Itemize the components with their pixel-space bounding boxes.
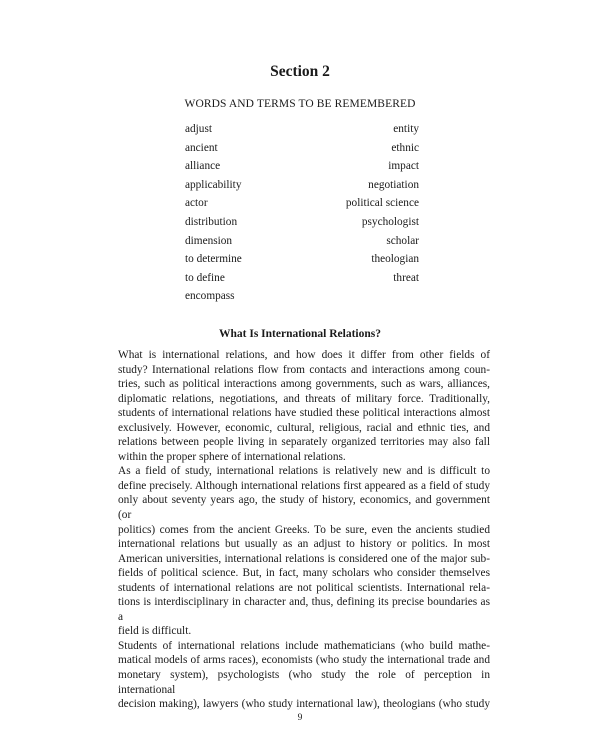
text-line: diplomatic relations, negotiations, and threats of military force. Traditionally, — [118, 392, 490, 405]
text-line: What is international relations, and how does it differ from other fields of — [118, 349, 490, 361]
text-line: politics) comes from the ancient Greeks. To be sure, even the ancients studied — [118, 523, 490, 536]
text-line: tions is interdisciplinary in character and, thus, defining its precise boundaries as a — [118, 596, 490, 623]
term-left: ancient — [185, 141, 218, 154]
term-right: entity — [393, 123, 419, 135]
term-right: threat — [393, 271, 419, 284]
text-line: relations between people living in separately organized territories may also fall — [118, 436, 490, 449]
term-left: alliance — [185, 160, 221, 173]
term-left: to define — [185, 271, 225, 284]
term-row — [185, 123, 419, 142]
term-row — [185, 216, 419, 235]
term-left: actor — [185, 197, 208, 210]
term-row — [185, 253, 419, 272]
paragraph — [118, 348, 490, 464]
term-left: adjust — [185, 123, 212, 135]
term-row — [185, 197, 419, 216]
paragraph — [118, 639, 490, 712]
text-line: decision making), lawyers (who study international law), theologians (who study — [118, 698, 490, 711]
term-right: scholar — [386, 234, 419, 247]
text-line: international relations but usually as an adjust to history or politics. In most — [118, 538, 490, 551]
text-line: monetary system), psychologists (who study the role of perception in international — [118, 669, 490, 696]
text-line: fields of political science. But, in fact, many scholars who consider themselves — [118, 567, 490, 580]
term-right: ethnic — [391, 141, 419, 154]
terms-list — [185, 123, 419, 309]
term-right: theologian — [371, 253, 419, 266]
text-line: study? International relations flow from contacts and interactions among coun- — [118, 363, 490, 376]
term-right: negotiation — [368, 178, 419, 191]
text-line: As a field of study, international relations is relatively new and is difficult to — [118, 465, 490, 478]
term-row — [185, 160, 419, 179]
text-line: tries, such as political interactions among governments, such as wars, alliances, — [118, 378, 490, 391]
text-line: field is difficult. — [118, 625, 192, 638]
term-left: dimension — [185, 234, 233, 247]
term-right: impact — [388, 160, 419, 173]
text-line: define precisely. Although international relations first appeared as a field of study — [118, 479, 490, 492]
text-line: Students of international relations include mathematicians (who build mathe- — [118, 639, 490, 652]
term-right: psychologist — [361, 215, 419, 228]
article-body — [118, 348, 490, 712]
term-left: applicability — [185, 178, 242, 191]
term-left: to determine — [185, 253, 242, 266]
text-line: students of international relations have studied these political interactions almost — [118, 407, 490, 420]
term-row — [185, 290, 419, 309]
page-number: 9 — [297, 713, 303, 723]
term-left: encompass — [185, 290, 235, 303]
text-line: only about seventy years ago, the study of history, economics, and government (or — [118, 494, 490, 522]
term-left: distribution — [185, 215, 238, 228]
paragraph — [118, 464, 490, 639]
text-line: matical models of arms races), economists (who study the international trade and — [118, 654, 490, 667]
term-right: political science — [345, 197, 419, 210]
text-line: exclusively. However, economic, cultural, religious, racial and ethnic ties, and — [118, 421, 490, 434]
terms-heading: WORDS AND TERMS TO BE REMEMBERED — [184, 98, 416, 110]
text-line: students of international relations are not political scientists. International rela- — [118, 581, 490, 594]
section-title: Section 2 — [270, 63, 330, 80]
term-row — [185, 272, 419, 291]
term-row — [185, 235, 419, 254]
term-row — [185, 142, 419, 161]
text-line: within the proper sphere of international relations. — [118, 450, 346, 463]
text-line: American universities, international relations is considered one of the major sub- — [118, 552, 490, 565]
term-row — [185, 179, 419, 198]
article-title: What Is International Relations? — [219, 328, 381, 340]
